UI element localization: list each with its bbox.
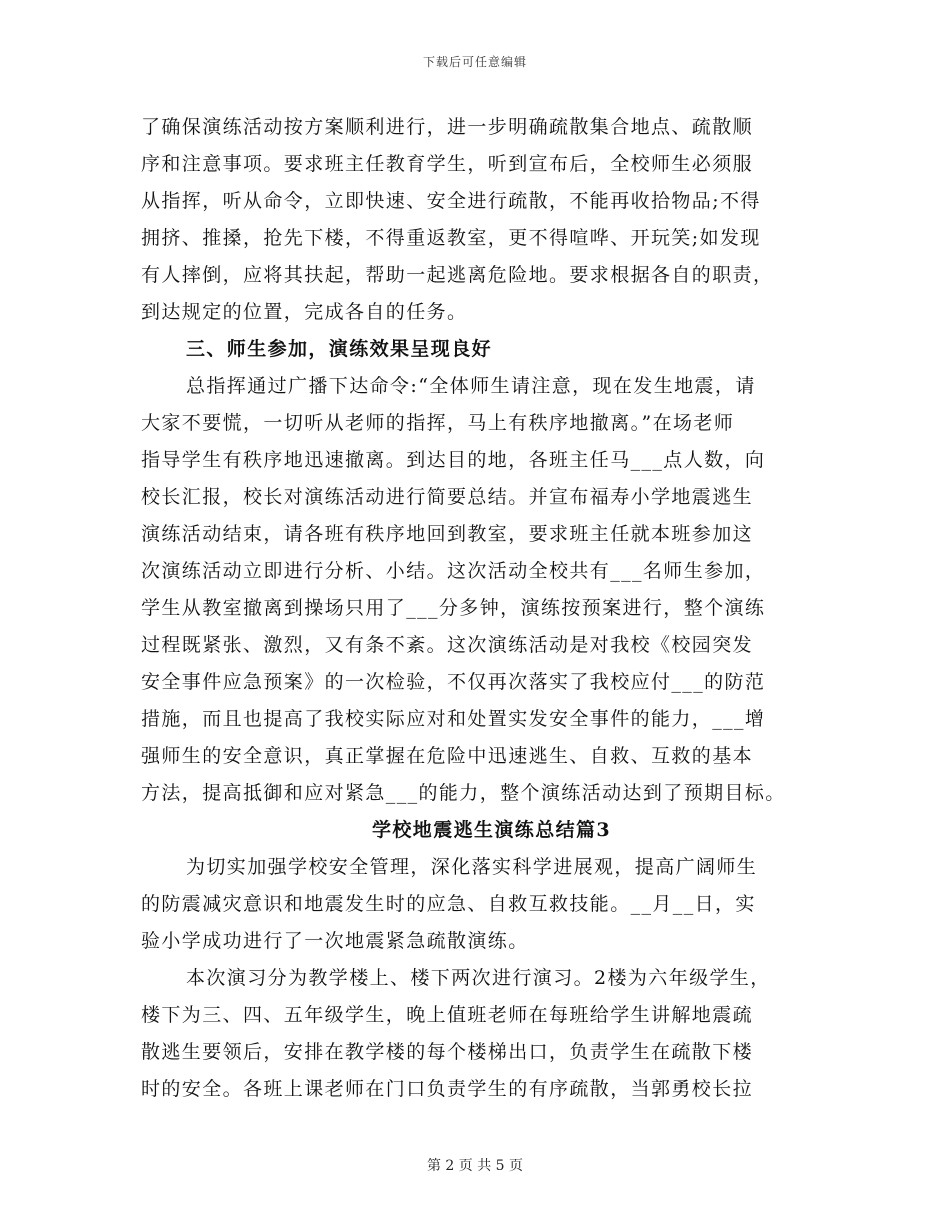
section-heading: 三、师生参加，演练效果呈现良好 bbox=[186, 338, 493, 360]
body-line: 散逃生要领后，安排在教学楼的每个楼梯出口，负责学生在疏散下楼 bbox=[141, 1041, 754, 1063]
body-line: 安全事件应急预案》的一次检验，不仅再次落实了我校应付___的防范 bbox=[141, 671, 766, 693]
body-line: 了确保演练活动按方案顺利进行，进一步明确疏散集合地点、疏散顺 bbox=[141, 116, 754, 138]
body-line: 楼下为三、四、五年级学生，晚上值班老师在每班给学生讲解地震疏 bbox=[141, 1004, 754, 1026]
body-line: 校长汇报，校长对演练活动进行简要总结。并宣布福寿小学地震逃生 bbox=[141, 486, 754, 508]
body-line: 的防震减灾意识和地震发生时的应急、自救互救技能。__月__日，实 bbox=[141, 893, 756, 915]
body-line: 总指挥通过广播下达命令:“全体师生请注意，现在发生地震，请 bbox=[186, 375, 756, 397]
body-line: 大家不要慌，一切听从老师的指挥，马上有秩序地撤离。”在场老师 bbox=[141, 412, 735, 434]
body-line: 强师生的安全意识，真正掌握在危险中迅速逃生、自救、互救的基本 bbox=[141, 745, 754, 767]
body-line: 有人摔倒，应将其扶起，帮助一起逃离危险地。要求根据各自的职责， bbox=[141, 264, 774, 286]
body-line: 时的安全。各班上课老师在门口负责学生的有序疏散，当郭勇校长拉 bbox=[141, 1078, 754, 1100]
body-line: 本次演习分为教学楼上、楼下两次进行演习。2楼为六年级学生， bbox=[186, 967, 771, 989]
body-line: 到达规定的位置，完成各自的任务。 bbox=[141, 301, 468, 323]
page-number: 第 2 页 共 5 页 bbox=[426, 1158, 524, 1174]
body-line: 指导学生有秩序地迅速撤离。到达目的地，各班主任马___点人数，向 bbox=[141, 449, 766, 471]
body-line: 验小学成功进行了一次地震紧急疏散演练。 bbox=[141, 930, 529, 952]
body-line: 演练活动结束，请各班有秩序地回到教室，要求班主任就本班参加这 bbox=[141, 523, 754, 545]
body-line: 过程既紧张、激烈，又有条不紊。这次演练活动是对我校《校园突发 bbox=[141, 634, 754, 656]
body-line: 措施，而且也提高了我校实际应对和处置实发安全事件的能力，___增 bbox=[141, 708, 766, 730]
body-line: 次演练活动立即进行分析、小结。这次活动全校共有___名师生参加， bbox=[141, 560, 766, 582]
page-header: 下载后可任意编辑 bbox=[422, 55, 527, 69]
body-line: 学生从教室撤离到操场只用了___分多钟，演练按预案进行，整个演练 bbox=[141, 597, 766, 619]
body-line: 从指挥，听从命令，立即快速、安全进行疏散，不能再收拾物品;不得 bbox=[141, 190, 761, 212]
body-line: 为切实加强学校安全管理，深化落实科学进展观，提高广阔师生 bbox=[186, 856, 758, 878]
body-line: 拥挤、推搡，抢先下楼，不得重返教室，更不得喧哗、开玩笑;如发现 bbox=[141, 227, 761, 249]
body-line: 方法，提高抵御和应对紧急___的能力，整个演练活动达到了预期目标。 bbox=[141, 782, 786, 804]
section-title: 学校地震逃生演练总结篇3 bbox=[372, 819, 612, 841]
body-line: 序和注意事项。要求班主任教育学生，听到宣布后，全校师生必须服 bbox=[141, 153, 754, 175]
